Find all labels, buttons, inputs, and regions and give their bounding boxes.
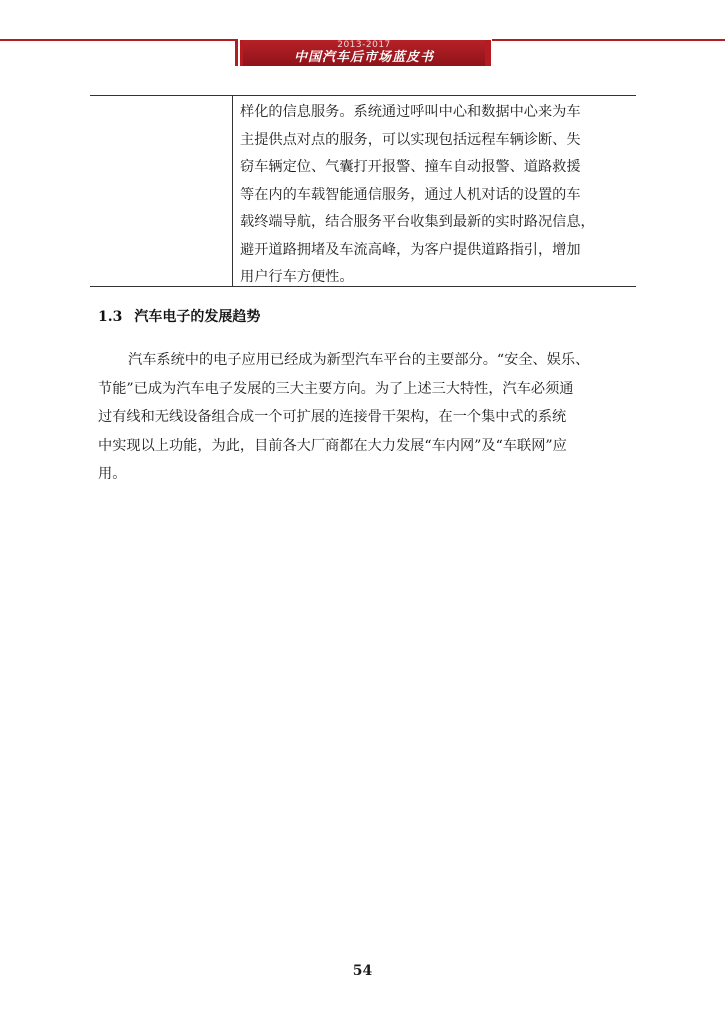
paragraph-line: 节能”已成为汽车电子发展的三大主要方向。为了上述三大特性，汽车必须通	[98, 380, 574, 397]
header-rule-left	[0, 39, 238, 41]
header-year-range: 2013-2017	[337, 40, 391, 50]
page-number: 54	[352, 963, 373, 979]
table-fragment	[90, 95, 636, 287]
header-banner	[240, 40, 488, 66]
table-line: 载终端导航，结合服务平台收集到最新的实时路况信息，	[240, 214, 595, 230]
table-line: 用户行车方便性。	[240, 269, 354, 285]
table-column-divider	[232, 96, 233, 286]
table-line: 样化的信息服务。系统通过呼叫中心和数据中心来为车	[240, 104, 581, 120]
paragraph-line: 过有线和无线设备组合成一个可扩展的连接骨干架构，在一个集中式的系统	[98, 409, 567, 425]
body-paragraph	[98, 346, 638, 489]
header-bracket-left	[235, 40, 238, 66]
header-rule-right	[492, 39, 725, 41]
table-line: 避开道路拥堵及车流高峰，为客户提供道路指引，增加	[240, 241, 581, 258]
header-title: 中国汽车后市场蓝皮书	[293, 50, 434, 65]
table-cell-text	[240, 99, 632, 292]
section-title: 汽车电子的发展趋势	[134, 309, 261, 325]
paragraph-line: 汽车系统中的电子应用已经成为新型汽车平台的主要部分。“安全、娱乐、	[128, 352, 590, 368]
section-number: 1.3	[98, 309, 123, 325]
table-line: 主提供点对点的服务，可以实现包括远程车辆诊断、失	[240, 131, 581, 148]
header-bracket-right	[488, 40, 491, 66]
paragraph-line: 用。	[98, 466, 127, 482]
table-line: 窃车辆定位、气囊打开报警、撞车自动报警、道路救援	[240, 159, 581, 175]
section-heading	[98, 306, 260, 326]
table-line: 等在内的车载智能通信服务，通过人机对话的设置的车	[240, 186, 581, 203]
paragraph-line: 中实现以上功能，为此，目前各大厂商都在大力发展“车内网”及“车联网”应	[98, 437, 567, 454]
